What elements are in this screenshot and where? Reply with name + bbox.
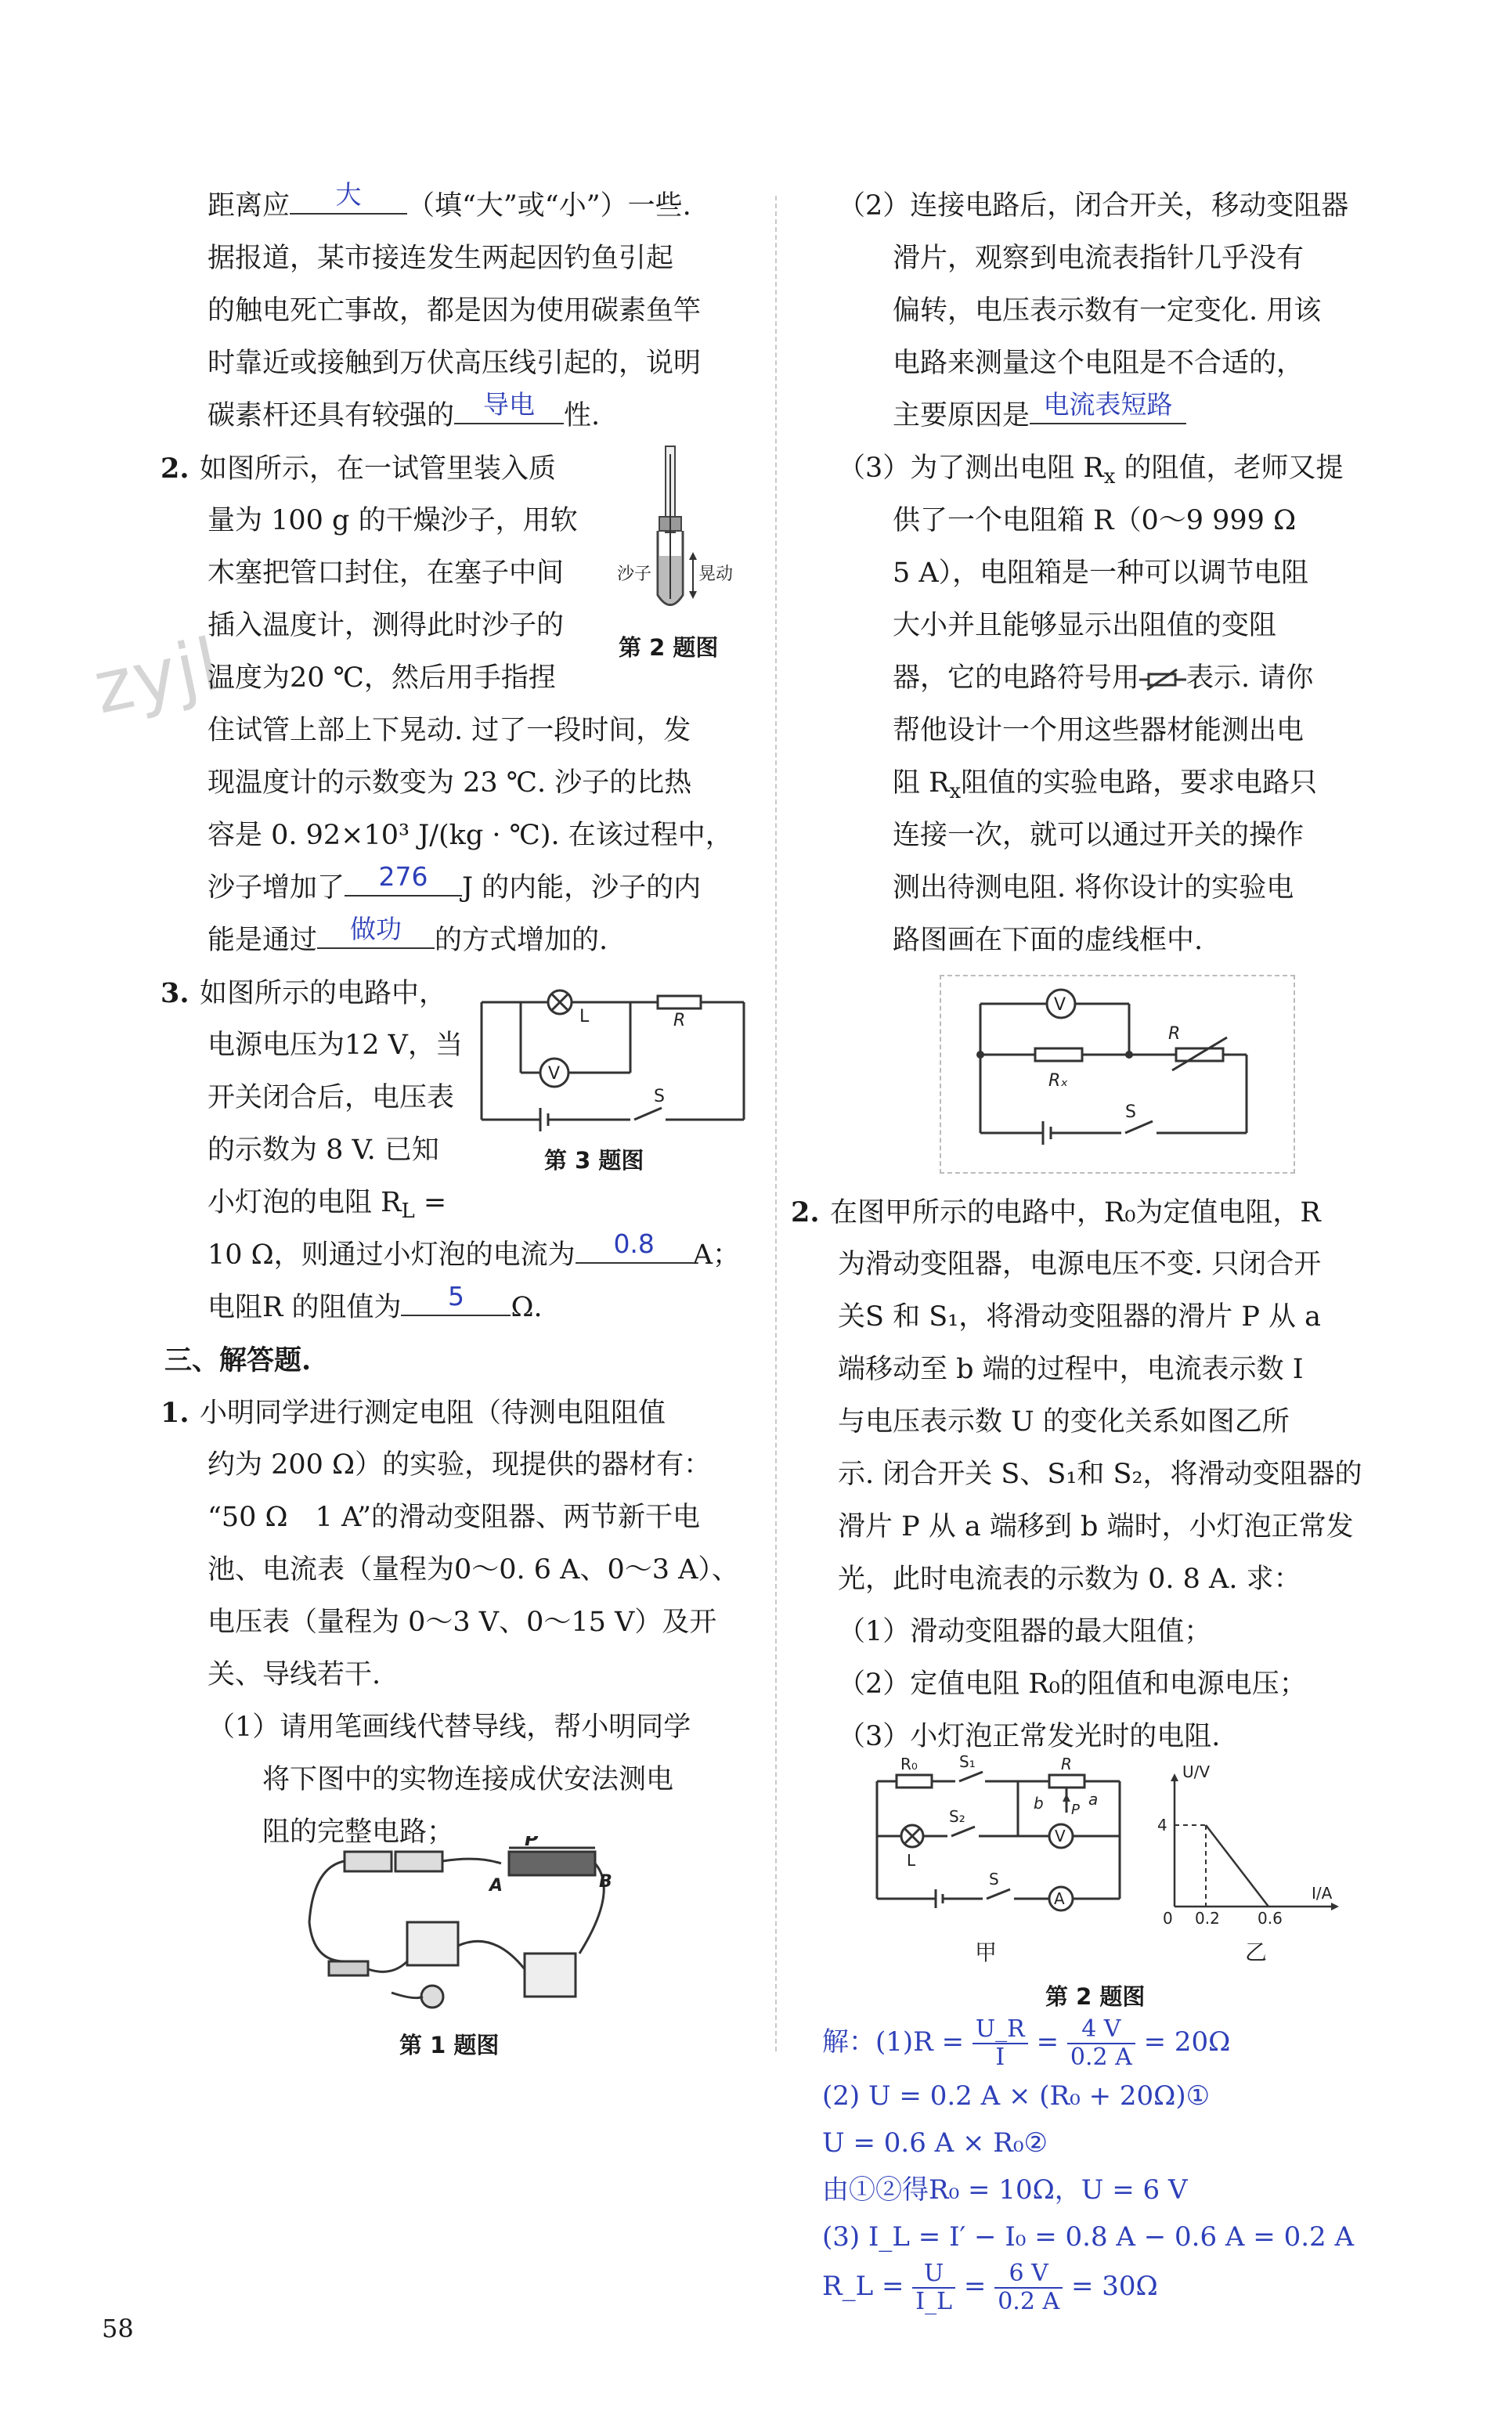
figure-caption: 第 2 题图 [1045,1983,1146,2010]
text-line: （3）为了测出电阻 $R_x$ 的阻值，老师又提 [838,453,1344,489]
question-3-line: 3. 如图所示的电路中， [207,967,756,1019]
answer-blank: 5 [401,1283,511,1316]
text-line: （2）连接电路后，闭合开关，移动变阻器 [838,190,1349,222]
q2-figures [861,1750,1347,2016]
answer-blank: 大 [290,182,407,215]
text-line: 量为 100 g 的干燥沙子，用软 [207,505,578,536]
text-line: 距离应 大 （填“大”或“小”）一些. [207,179,691,222]
resistor-label: R [673,1011,686,1030]
question-number: 3. [161,977,189,1009]
text-line: 主要原因是 电流表短路 [838,390,1386,442]
rheostat-label: R [1061,1755,1072,1773]
end-a-label: a [1088,1790,1099,1809]
answer-blank: 导电 [454,391,564,424]
figure-yi-label: 乙 [1245,1939,1268,1965]
figure-jia-label: 甲 [975,1939,998,1965]
answer-blank: 276 [345,864,462,897]
page-number: 58 [102,2314,134,2343]
text-line: 大小并且能够显示出阻值的变阻 [893,610,1277,641]
ammeter-label: A [1054,1889,1065,1908]
text-line: 示. 闭合开关 S、S₁和 S₂，将滑动变阻器的 [838,1459,1362,1490]
voltmeter-label: V [1055,1827,1066,1845]
apparatus-diagram [298,1836,626,2024]
solution-line: (3) I_L = I′ − I₀ = 0.8 A − 0.6 A = 0.2 A [822,2221,1355,2253]
text-line: 器，它的电路符号用 表示. 请你 [893,662,1314,694]
s2-label: S₂ [949,1807,965,1826]
y-axis-label: U/V [1182,1762,1211,1781]
switch-label: S [654,1087,665,1106]
text-line: 电路来测量这个电阻是不合适的， [893,348,1305,379]
y-tick-4: 4 [1157,1816,1167,1835]
sand-label: 沙子 [617,565,652,584]
origin-label: 0 [1163,1909,1173,1928]
resistance-box-label: R [1168,1024,1181,1044]
text-line: 为滑动变阻器，电源电压不变. 只闭合开 [838,1249,1322,1280]
question-2-line: 2. 在图甲所示的电路中，R₀为定值电阻，R [838,1186,1386,1239]
text-line: （3）小灯泡正常发光时的电阻. [838,1721,1221,1752]
x-tick-0.2: 0.2 [1195,1909,1220,1928]
text-line: “50 Ω 1 A”的滑动变阻器、两节新干电 [207,1502,700,1533]
text-line: 开关闭合后，电压表 [207,1082,455,1113]
resistance-box-symbol [1139,666,1186,693]
text-line: （1）滑动变阻器的最大阻值； [838,1616,1212,1647]
text-line: 住试管上部上下晃动. 过了一段时间，发 [207,715,691,746]
rx-circuit-figure [940,975,1295,1174]
text-line: 10 Ω，则通过小灯泡的电流为 0.8 A； [207,1228,740,1271]
lamp-label: L [907,1851,916,1870]
text-line: 将下图中的实物连接成伏安法测电 [262,1764,674,1795]
text-line: 帮他设计一个用这些器材能测出电 [893,715,1305,746]
solution-line: 由①②得R₀ = 10Ω，U = 6 V [822,2174,1188,2206]
text-line: 容是 0. 92×10³ J/(kg · ℃). 在该过程中， [207,820,733,851]
solution-line: (2) U = 0.2 A × (R₀ + 20Ω)① [822,2080,1211,2112]
text-line: 光，此时电流表的示数为 0. 8 A. 求： [838,1564,1301,1595]
solution-line: U = 0.6 A × R₀② [822,2127,1048,2159]
q3-circuit-diagram [474,979,756,1135]
apparatus-figure [298,1836,626,2071]
watermark: zyjl [86,622,229,731]
figure-caption: 第 2 题图 [619,634,719,661]
fraction: $\frac{U}{I\_L}$ [912,2260,955,2315]
text-line: 据报道，某市接连发生两起因钓鱼引起 [207,243,674,274]
text-line: 的示数为 8 V. 已知 [207,1135,439,1166]
text-line: 电压表（量程为 0～3 V、0～15 V）及开 [207,1607,717,1638]
test-tube-figure [611,438,767,666]
test-tube-diagram [611,438,767,634]
right-column-lower [791,1186,1386,1763]
voltmeter-label: V [548,1064,561,1084]
text-line: 温度为20 ℃，然后用手指捏 [207,662,556,694]
text-line: （1）请用笔画线代替导线，帮小明同学 [207,1712,691,1743]
question-number: 2. [791,1196,820,1228]
text-line: 路图画在下面的虚线框中. [893,925,1203,956]
figure-caption: 第 3 题图 [544,1147,644,1174]
text-line: 偏转，电压表示数有一定变化. 用该 [893,295,1322,326]
text-line: 5 A），电阻箱是一种可以调节电阻 [893,557,1309,589]
text-line: 滑片，观察到电流表指针几乎没有 [893,243,1305,274]
x-tick-0.6: 0.6 [1258,1909,1283,1928]
shake-label: 晃动 [698,565,734,584]
fraction: $\frac{4 V}{0.2 A}$ [1067,2016,1135,2071]
solution-line: 解：(1)R = $\frac{U\_R}{I}$ = $\frac{4 V}{0.2 A}$ = 20Ω [822,2015,1231,2071]
right-column [838,180,1386,967]
text-line: 池、电流表（量程为0～0. 6 A、0～3 A）、 [207,1554,739,1586]
text-line: 插入温度计，测得此时沙子的 [207,610,565,641]
slider-p-label: P [525,1836,539,1850]
text-line: 供了一个电阻箱 R（0～9 999 Ω [893,505,1297,536]
r0-label: R₀ [900,1755,918,1773]
question-number: 1. [161,1397,189,1429]
text-line: 电源电压为12 V，当 [207,1030,463,1061]
text-line: 沙子增加了 276 J 的内能，沙子的内 [207,861,702,904]
text-line: 测出待测电阻. 将你设计的实验电 [893,872,1294,904]
section-heading: 三、解答题. [164,1344,312,1376]
figure-caption: 第 1 题图 [399,2032,500,2058]
fraction: $\frac{6 V}{0.2 A}$ [994,2260,1063,2315]
text-line: 小灯泡的电阻 $R_L$ = [207,1187,447,1223]
s1-label: S₁ [959,1752,976,1771]
column-divider [775,196,777,2051]
solution-block [822,2015,1355,2315]
x-axis-label: I/A [1312,1884,1333,1903]
voltmeter-label: V [1054,995,1066,1015]
switch-label: S [989,1870,999,1889]
text-line: 阻的完整电路； [262,1816,455,1848]
text-line: 端移动至 b 端的过程中，电流表示数 I [838,1354,1304,1385]
text-line: （2）定值电阻 R₀的阻值和电源电压； [838,1669,1307,1700]
answer-blank: 电流表短路 [1030,391,1186,424]
text-line: 连接一次，就可以通过开关的操作 [893,820,1305,851]
text-line: 关、导线若干. [207,1659,381,1690]
answer-blank: 0.8 [576,1231,693,1264]
circuit-jia-and-graph-yi [861,1750,1347,1977]
text-line: 碳素杆还具有较强的 导电 性. [207,389,601,431]
rx-label: Rₓ [1048,1071,1069,1091]
text-line: 阻 $R_x$阻值的实验电路，要求电路只 [893,767,1318,803]
text-line: 的触电死亡事故，都是因为使用碳素鱼竿 [207,295,702,326]
question-1-line: 1. 小明同学进行测定电阻（待测电阻阻值 [207,1387,756,1439]
text-line: 电阻R 的阻值为 5 Ω. [207,1281,543,1323]
rx-circuit-diagram [941,976,1294,1172]
text-line: 约为 200 Ω）的实验，现提供的器材有： [207,1449,712,1481]
question-number: 2. [161,453,189,485]
fraction: $\frac{U\_R}{I}$ [973,2016,1028,2071]
slider-p-label: P [1071,1802,1080,1818]
text-line: 滑片 P 从 a 端移到 b 端时，小灯泡正常发 [838,1511,1354,1542]
graph-line [1206,1825,1268,1907]
end-b-label: b [1034,1794,1044,1813]
terminal-b-label: B [599,1872,612,1892]
answer-blank: 做功 [317,916,435,949]
terminal-a-label: A [489,1876,503,1896]
text-line: 现温度计的示数变为 23 ℃. 沙子的比热 [207,767,692,799]
switch-label: S [1125,1102,1136,1122]
solution-line: R_L = $\frac{U}{I\_L}$ = $\frac{6 V}{0.2 A}$ = 30Ω [822,2260,1158,2315]
q3-circuit-figure [474,979,756,1198]
question-2-line: 2. 如图所示，在一试管里装入质 [207,442,756,495]
text-line: 与电压表示数 U 的变化关系如图乙所 [838,1406,1290,1438]
text-line: 能是通过 做功 的方式增加的. [207,914,608,956]
text-line: 木塞把管口封住，在塞子中间 [207,557,565,589]
text-line: 关S 和 S₁，将滑动变阻器的滑片 P 从 a [838,1301,1322,1333]
lamp-label: L [579,1007,590,1026]
text-line: 时靠近或接触到万伏高压线引起的，说明 [207,348,702,379]
